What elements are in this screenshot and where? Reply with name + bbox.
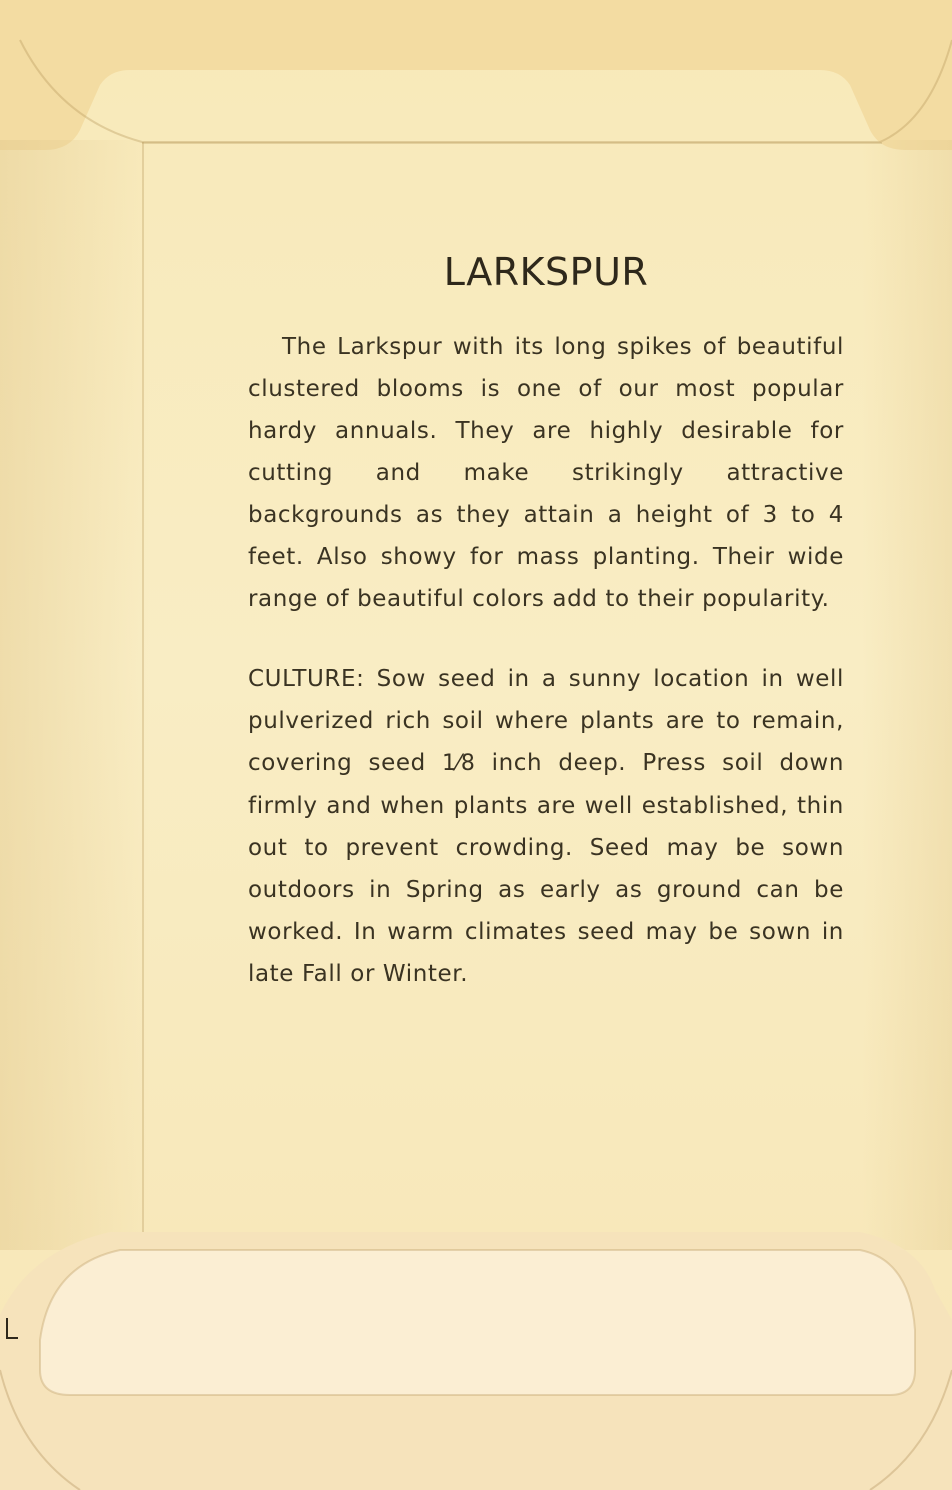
packet-text — [248, 250, 844, 995]
inner-panel-top-edge — [142, 142, 882, 144]
culture-text-part1: CULTURE: Sow seed in a sunny location in well pulverized rich soil where plants are to remain, covering seed — [248, 666, 844, 776]
culture-text-part2: inch deep. Press soil down firmly and when plants are well established, thin out to prevent crowding. Seed may be sown outdoors in Spring as early as ground can be worked. In warm climates seed may be sown in late Fall or Winter. — [248, 750, 844, 987]
left-edge-mark — [4, 1318, 20, 1342]
bottom-flap — [0, 1220, 952, 1490]
culture-paragraph — [248, 658, 844, 995]
left-side-shading — [0, 140, 150, 1250]
description-paragraph: The Larkspur with its long spikes of beautiful clustered blooms is one of our most popular hardy annuals. They are highly desirable for cutting and make strikingly attractive backgrounds as they attain a height of 3 to 4 feet. Also showy for mass planting. Their wide range of beautiful colors add to their popularity. — [248, 334, 844, 612]
inner-panel-left-edge — [142, 142, 144, 1242]
culture-fraction: 1⁄8 — [441, 751, 476, 776]
right-side-shading — [862, 140, 952, 1250]
packet-title: LARKSPUR — [443, 250, 649, 294]
top-flap — [0, 0, 952, 150]
